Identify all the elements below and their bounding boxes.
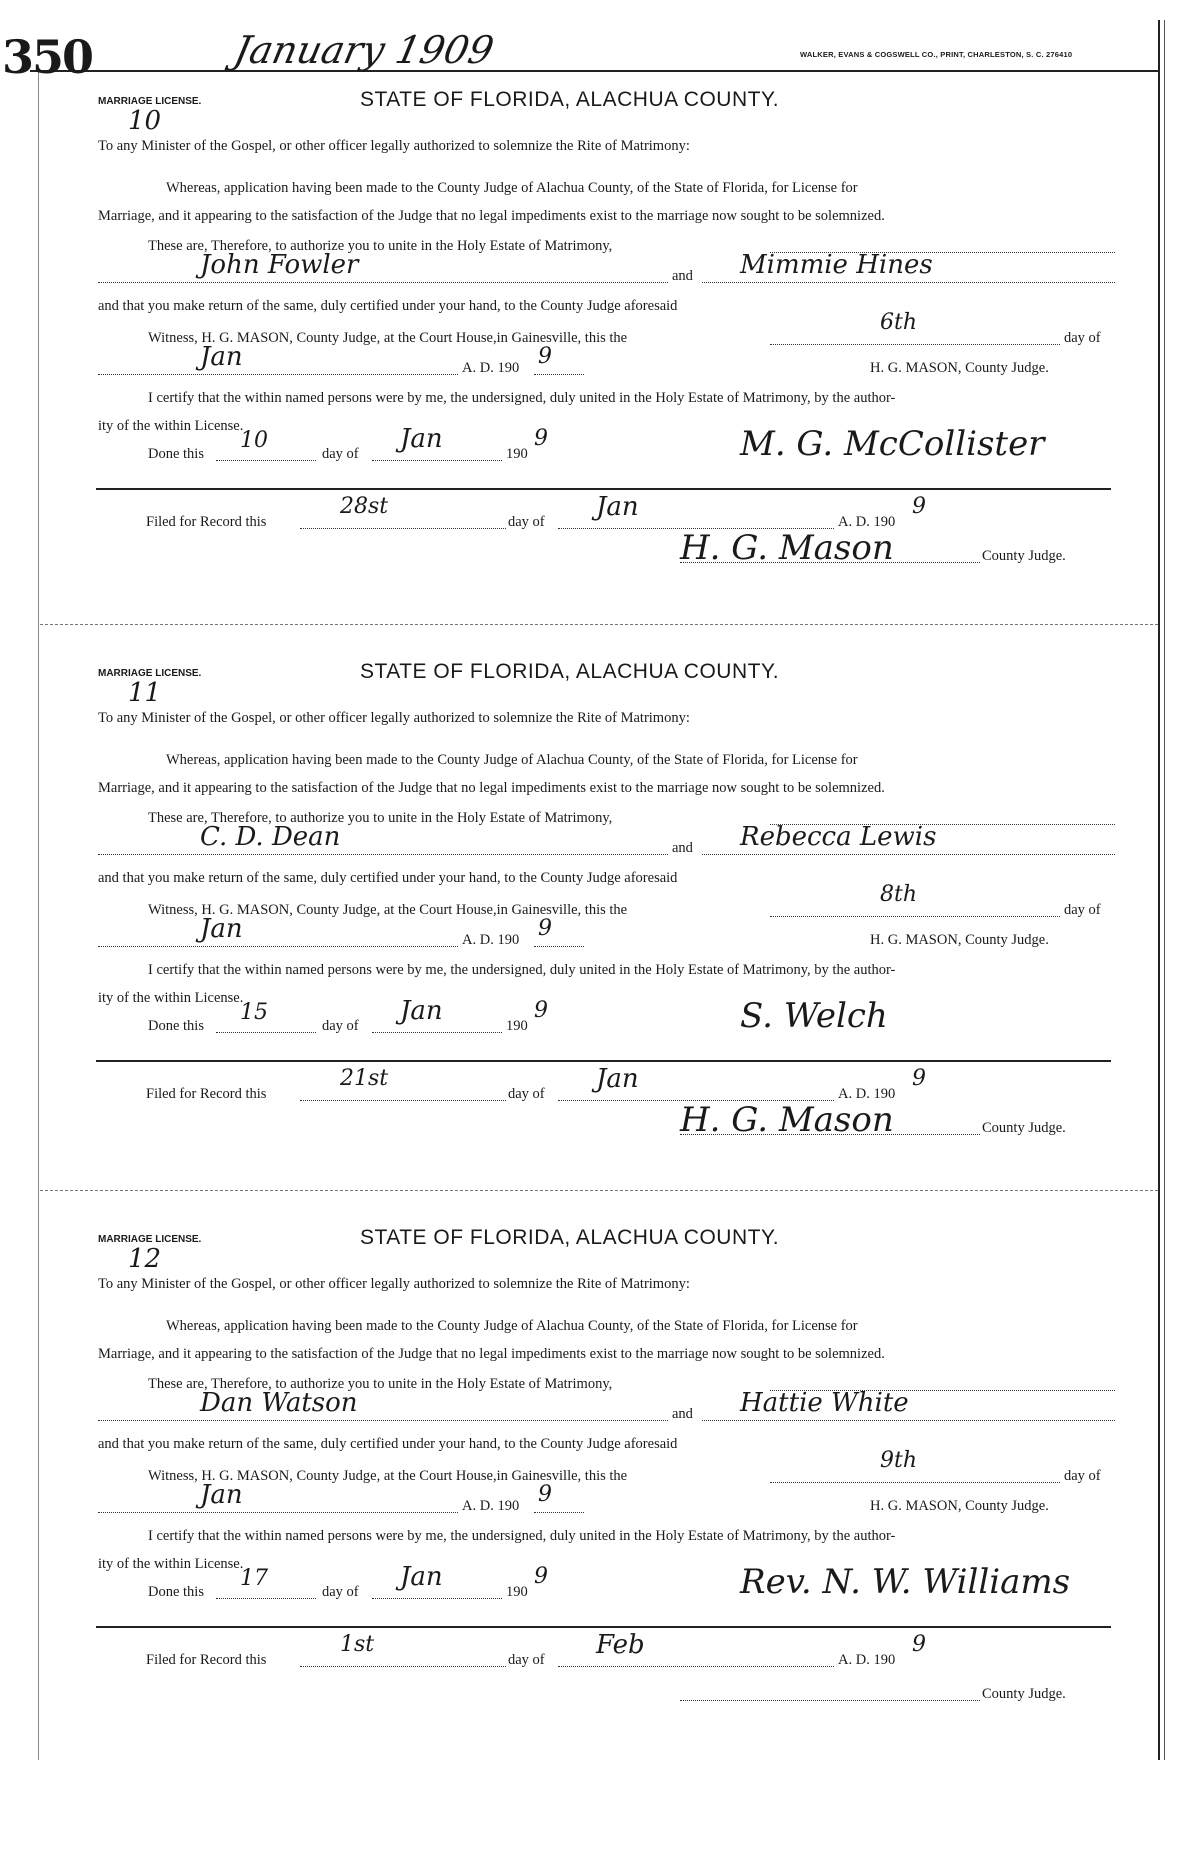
license-number: 10: [128, 106, 162, 136]
filed-label: Filed for Record this: [146, 514, 267, 530]
right-border-inner: [1164, 20, 1165, 1760]
witness-month-blank: [98, 946, 458, 947]
judge-label: H. G. MASON, County Judge.: [870, 1498, 1049, 1514]
judge-label: H. G. MASON, County Judge.: [870, 932, 1049, 948]
done-month: Jan: [400, 996, 443, 1026]
license-label: MARRIAGE LICENSE.: [98, 96, 202, 107]
witness-day-blank: [770, 344, 1060, 345]
judge-signature-blank: [680, 562, 980, 563]
bride-name: Mimmie Hines: [740, 250, 933, 280]
judge-label: H. G. MASON, County Judge.: [870, 360, 1049, 376]
groom-name: C. D. Dean: [200, 822, 341, 852]
done-day: 10: [240, 428, 268, 453]
certify-line-1: I certify that the within named persons were by me, the undersigned, duly united in the Holy Estate of Matrimony, by the author-: [148, 390, 896, 406]
filed-ad-label: A. D. 190: [838, 514, 896, 530]
certify-line-1: I certify that the within named persons were by me, the undersigned, duly united in the Holy Estate of Matrimony, by the author-: [148, 1528, 896, 1544]
whereas-line-1: Whereas, application having been made to the County Judge of Alachua County, of the State of Florida, for License for: [166, 752, 858, 768]
filed-day: 1st: [340, 1632, 375, 1657]
header-date: January 1909: [230, 28, 498, 72]
whereas-line-2: Marriage, and it appearing to the satisfaction of the Judge that no legal impediments exist to the marriage now sought to be solemnized.: [98, 780, 885, 796]
and-label: and: [672, 840, 693, 856]
groom-blank: [98, 282, 668, 283]
county-judge-label: County Judge.: [982, 1686, 1066, 1702]
filed-label: Filed for Record this: [146, 1652, 267, 1668]
witness-month-blank: [98, 1512, 458, 1513]
filed-day-blank: [300, 528, 506, 529]
filed-day-of-label: day of: [508, 1652, 545, 1668]
filed-divider: [96, 1060, 1111, 1062]
filed-day: 28st: [340, 494, 389, 519]
done-month: Jan: [400, 1562, 443, 1592]
judge-signature: H. G. Mason: [680, 1100, 894, 1140]
certify-line-2: ity of the within License.: [98, 418, 244, 434]
done-day-of-label: day of: [322, 446, 359, 462]
page-number: 350: [2, 30, 93, 84]
witness-day: 6th: [880, 310, 918, 335]
filed-divider: [96, 1626, 1111, 1628]
day-of-label: day of: [1064, 1468, 1101, 1484]
witness-day: 8th: [880, 882, 918, 907]
bride-blank: [702, 1420, 1115, 1421]
witness-month: Jan: [200, 914, 243, 944]
filed-month: Jan: [596, 1064, 639, 1094]
done-month-blank: [372, 460, 502, 461]
filed-month: Feb: [596, 1630, 645, 1660]
witness-month: Jan: [200, 342, 243, 372]
done-year-digit: 9: [534, 998, 548, 1023]
ad-year-blank: [534, 374, 584, 375]
ad-label: A. D. 190: [462, 360, 520, 376]
witness-line: Witness, H. G. MASON, County Judge, at the Court House,in Gainesville, this the: [148, 1468, 628, 1484]
done-month: Jan: [400, 424, 443, 454]
section-divider: [40, 1190, 1158, 1191]
filed-ad-label: A. D. 190: [838, 1652, 896, 1668]
filed-day-of-label: day of: [508, 514, 545, 530]
bride-name: Rebecca Lewis: [740, 822, 937, 852]
license-label: MARRIAGE LICENSE.: [98, 668, 202, 679]
judge-signature-blank: [680, 1134, 980, 1135]
whereas-line-2: Marriage, and it appearing to the satisfaction of the Judge that no legal impediments exist to the marriage now sought to be solemnized.: [98, 208, 885, 224]
judge-signature-blank: [680, 1700, 980, 1701]
filed-day-blank: [300, 1100, 506, 1101]
done-month-blank: [372, 1598, 502, 1599]
return-line: and that you make return of the same, duly certified under your hand, to the County Judge aforesaid: [98, 1436, 678, 1452]
done-this-label: Done this: [148, 1584, 204, 1600]
bride-name: Hattie White: [740, 1388, 909, 1418]
done-year-label: 190: [506, 1018, 528, 1034]
day-of-label: day of: [1064, 330, 1101, 346]
and-label: and: [672, 1406, 693, 1422]
groom-blank: [98, 1420, 668, 1421]
done-day-blank: [216, 1032, 316, 1033]
filed-day-of-label: day of: [508, 1086, 545, 1102]
witness-line: Witness, H. G. MASON, County Judge, at the Court House,in Gainesville, this the: [148, 330, 628, 346]
filed-year-digit: 9: [912, 1632, 926, 1657]
license-number: 12: [128, 1244, 162, 1274]
done-year-label: 190: [506, 446, 528, 462]
done-month-blank: [372, 1032, 502, 1033]
done-day-of-label: day of: [322, 1584, 359, 1600]
address-line: To any Minister of the Gospel, or other officer legally authorized to solemnize the Rite of Matrimony:: [98, 138, 690, 154]
filed-month-blank: [558, 1666, 834, 1667]
groom-name: Dan Watson: [200, 1388, 358, 1418]
done-day: 17: [240, 1566, 268, 1591]
ad-year-blank: [534, 946, 584, 947]
address-line: To any Minister of the Gospel, or other officer legally authorized to solemnize the Rite of Matrimony:: [98, 1276, 690, 1292]
witness-day: 9th: [880, 1448, 918, 1473]
witness-year-digit: 9: [538, 916, 552, 941]
witness-day-blank: [770, 916, 1060, 917]
authorize-line: These are, Therefore, to authorize you to unite in the Holy Estate of Matrimony,: [148, 1376, 613, 1392]
judge-signature: H. G. Mason: [680, 528, 894, 568]
whereas-line-1: Whereas, application having been made to the County Judge of Alachua County, of the State of Florida, for License for: [166, 180, 858, 196]
done-this-label: Done this: [148, 446, 204, 462]
certify-line-1: I certify that the within named persons were by me, the undersigned, duly united in the Holy Estate of Matrimony, by the author-: [148, 962, 896, 978]
state-title: STATE OF FLORIDA, ALACHUA COUNTY.: [360, 88, 780, 111]
section-divider: [40, 624, 1158, 625]
witness-year-digit: 9: [538, 344, 552, 369]
day-of-label: day of: [1064, 902, 1101, 918]
top-border: [30, 70, 1160, 72]
ad-label: A. D. 190: [462, 1498, 520, 1514]
filed-label: Filed for Record this: [146, 1086, 267, 1102]
filed-year-digit: 9: [912, 1066, 926, 1091]
witness-day-blank: [770, 1482, 1060, 1483]
ad-year-blank: [534, 1512, 584, 1513]
filed-day: 21st: [340, 1066, 389, 1091]
filed-day-blank: [300, 1666, 506, 1667]
done-year-digit: 9: [534, 1564, 548, 1589]
done-year-label: 190: [506, 1584, 528, 1600]
done-day-of-label: day of: [322, 1018, 359, 1034]
license-label: MARRIAGE LICENSE.: [98, 1234, 202, 1245]
printer-credit: WALKER, EVANS & COGSWELL CO., PRINT, CHARLESTON, S. C. 276410: [800, 50, 1073, 59]
filed-divider: [96, 488, 1111, 490]
groom-blank: [98, 854, 668, 855]
return-line: and that you make return of the same, duly certified under your hand, to the County Judge aforesaid: [98, 298, 678, 314]
license-number: 11: [128, 678, 162, 708]
done-year-digit: 9: [534, 426, 548, 451]
witness-year-digit: 9: [538, 1482, 552, 1507]
witness-line: Witness, H. G. MASON, County Judge, at the Court House,in Gainesville, this the: [148, 902, 628, 918]
bride-blank: [702, 282, 1115, 283]
officiant-signature: Rev. N. W. Williams: [740, 1562, 1071, 1602]
certify-line-2: ity of the within License.: [98, 990, 244, 1006]
officiant-signature: M. G. McCollister: [740, 424, 1045, 464]
ad-label: A. D. 190: [462, 932, 520, 948]
officiant-signature: S. Welch: [740, 996, 888, 1036]
filed-year-digit: 9: [912, 494, 926, 519]
done-this-label: Done this: [148, 1018, 204, 1034]
county-judge-label: County Judge.: [982, 548, 1066, 564]
state-title: STATE OF FLORIDA, ALACHUA COUNTY.: [360, 660, 780, 683]
state-title: STATE OF FLORIDA, ALACHUA COUNTY.: [360, 1226, 780, 1249]
and-label: and: [672, 268, 693, 284]
authorize-line: These are, Therefore, to authorize you to unite in the Holy Estate of Matrimony,: [148, 238, 613, 254]
done-day-blank: [216, 460, 316, 461]
filed-ad-label: A. D. 190: [838, 1086, 896, 1102]
groom-name: John Fowler: [200, 250, 359, 280]
county-judge-label: County Judge.: [982, 1120, 1066, 1136]
address-line: To any Minister of the Gospel, or other officer legally authorized to solemnize the Rite of Matrimony:: [98, 710, 690, 726]
whereas-line-2: Marriage, and it appearing to the satisfaction of the Judge that no legal impediments exist to the marriage now sought to be solemnized.: [98, 1346, 885, 1362]
witness-month: Jan: [200, 1480, 243, 1510]
certify-line-2: ity of the within License.: [98, 1556, 244, 1572]
filed-month: Jan: [596, 492, 639, 522]
right-border: [1158, 20, 1160, 1760]
authorize-line: These are, Therefore, to authorize you to unite in the Holy Estate of Matrimony,: [148, 810, 613, 826]
return-line: and that you make return of the same, duly certified under your hand, to the County Judge aforesaid: [98, 870, 678, 886]
done-day-blank: [216, 1598, 316, 1599]
whereas-line-1: Whereas, application having been made to the County Judge of Alachua County, of the State of Florida, for License for: [166, 1318, 858, 1334]
witness-month-blank: [98, 374, 458, 375]
bride-blank: [702, 854, 1115, 855]
left-border: [38, 70, 39, 1760]
done-day: 15: [240, 1000, 268, 1025]
